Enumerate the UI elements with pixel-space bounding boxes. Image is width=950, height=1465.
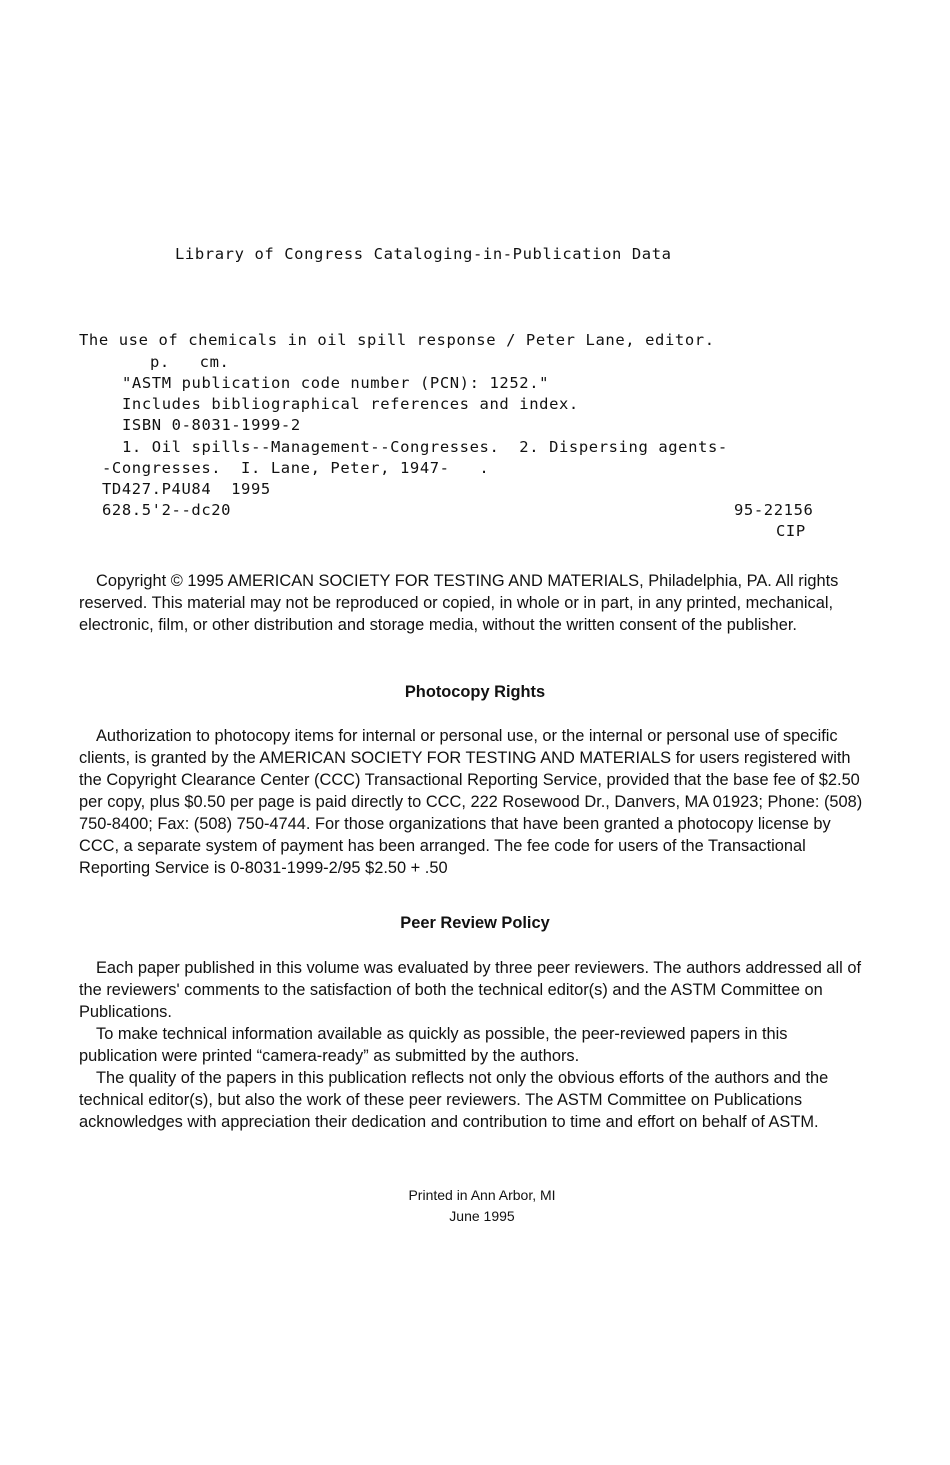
peer-review-body <box>79 957 869 1133</box>
cip-card-number: 95-22156 <box>734 501 814 519</box>
cip-note-bibliography: Includes bibliographical references and index. <box>122 395 579 413</box>
cip-title-line: The use of chemicals in oil spill response / Peter Lane, editor. <box>79 331 715 349</box>
peer-review-paragraph-1: Each paper published in this volume was evaluated by three peer reviewers. The authors addressed all of the reviewers' comments to the satisfaction of both the technical editor(s) and the ASTM Committee on Publications. <box>79 959 862 1021</box>
cip-heading: Library of Congress Cataloging-in-Publication Data <box>175 245 672 263</box>
imprint-place: Printed in Ann Arbor, MI <box>408 1187 556 1203</box>
cip-note-pcn: "ASTM publication code number (PCN): 1252." <box>122 374 550 392</box>
cip-label: CIP <box>776 522 806 540</box>
photocopy-heading: Photocopy Rights <box>404 683 546 701</box>
imprint-date: June 1995 <box>449 1208 515 1224</box>
cip-dewey-class: 628.5'2--dc20 <box>102 501 232 519</box>
peer-review-paragraph-3: The quality of the papers in this publication reflects not only the obvious efforts of the authors and the technical editor(s), but also the work of these peer reviewers. The ASTM Committee on Publications acknowledges with appreciation their dedication and contribution to time and effort on behalf of ASTM. <box>79 1069 829 1131</box>
cip-subjects-line-1: 1. Oil spills--Management--Congresses. 2. Dispersing agents- <box>122 438 728 456</box>
copyright-notice: Copyright © 1995 AMERICAN SOCIETY FOR TESTING AND MATERIALS, Philadelphia, PA. All rights reserved. This material may not be reproduced or copied, in whole or in part, in any printed, mechanical, electronic, film, or other distribution and storage media, without the written consent of the publisher. <box>79 572 839 634</box>
cip-subjects-line-2: -Congresses. I. Lane, Peter, 1947- . <box>102 459 490 477</box>
cip-isbn: ISBN 0-8031-1999-2 <box>122 416 301 434</box>
photocopy-text: Authorization to photocopy items for internal or personal use, or the internal or personal use of specific clients, is granted by the AMERICAN SOCIETY FOR TESTING AND MATERIALS for users registered with the Copyright Clearance Center (CCC) Transactional Reporting Service, provided that the base fee of $2.50 per copy, plus $0.50 per page is paid directly to CCC, 222 Rosewood Dr., Danvers, MA 01923; Phone: (508) 750-8400; Fax: (508) 750-4744. For those organizations that have been granted a photocopy license by CCC, a separate system of payment has been arranged. The fee code for users of the Transactional Reporting Service is 0-8031-1999-2/95 $2.50 + .50 <box>79 727 863 877</box>
cip-lc-class: TD427.P4U84 1995 <box>102 480 271 498</box>
cip-physical-line: p. cm. <box>150 353 230 371</box>
peer-review-paragraph-2: To make technical information available as quickly as possible, the peer-reviewed papers in this publication were printed “camera-ready” as submitted by the authors. <box>79 1025 788 1065</box>
peer-review-heading: Peer Review Policy <box>400 914 550 932</box>
